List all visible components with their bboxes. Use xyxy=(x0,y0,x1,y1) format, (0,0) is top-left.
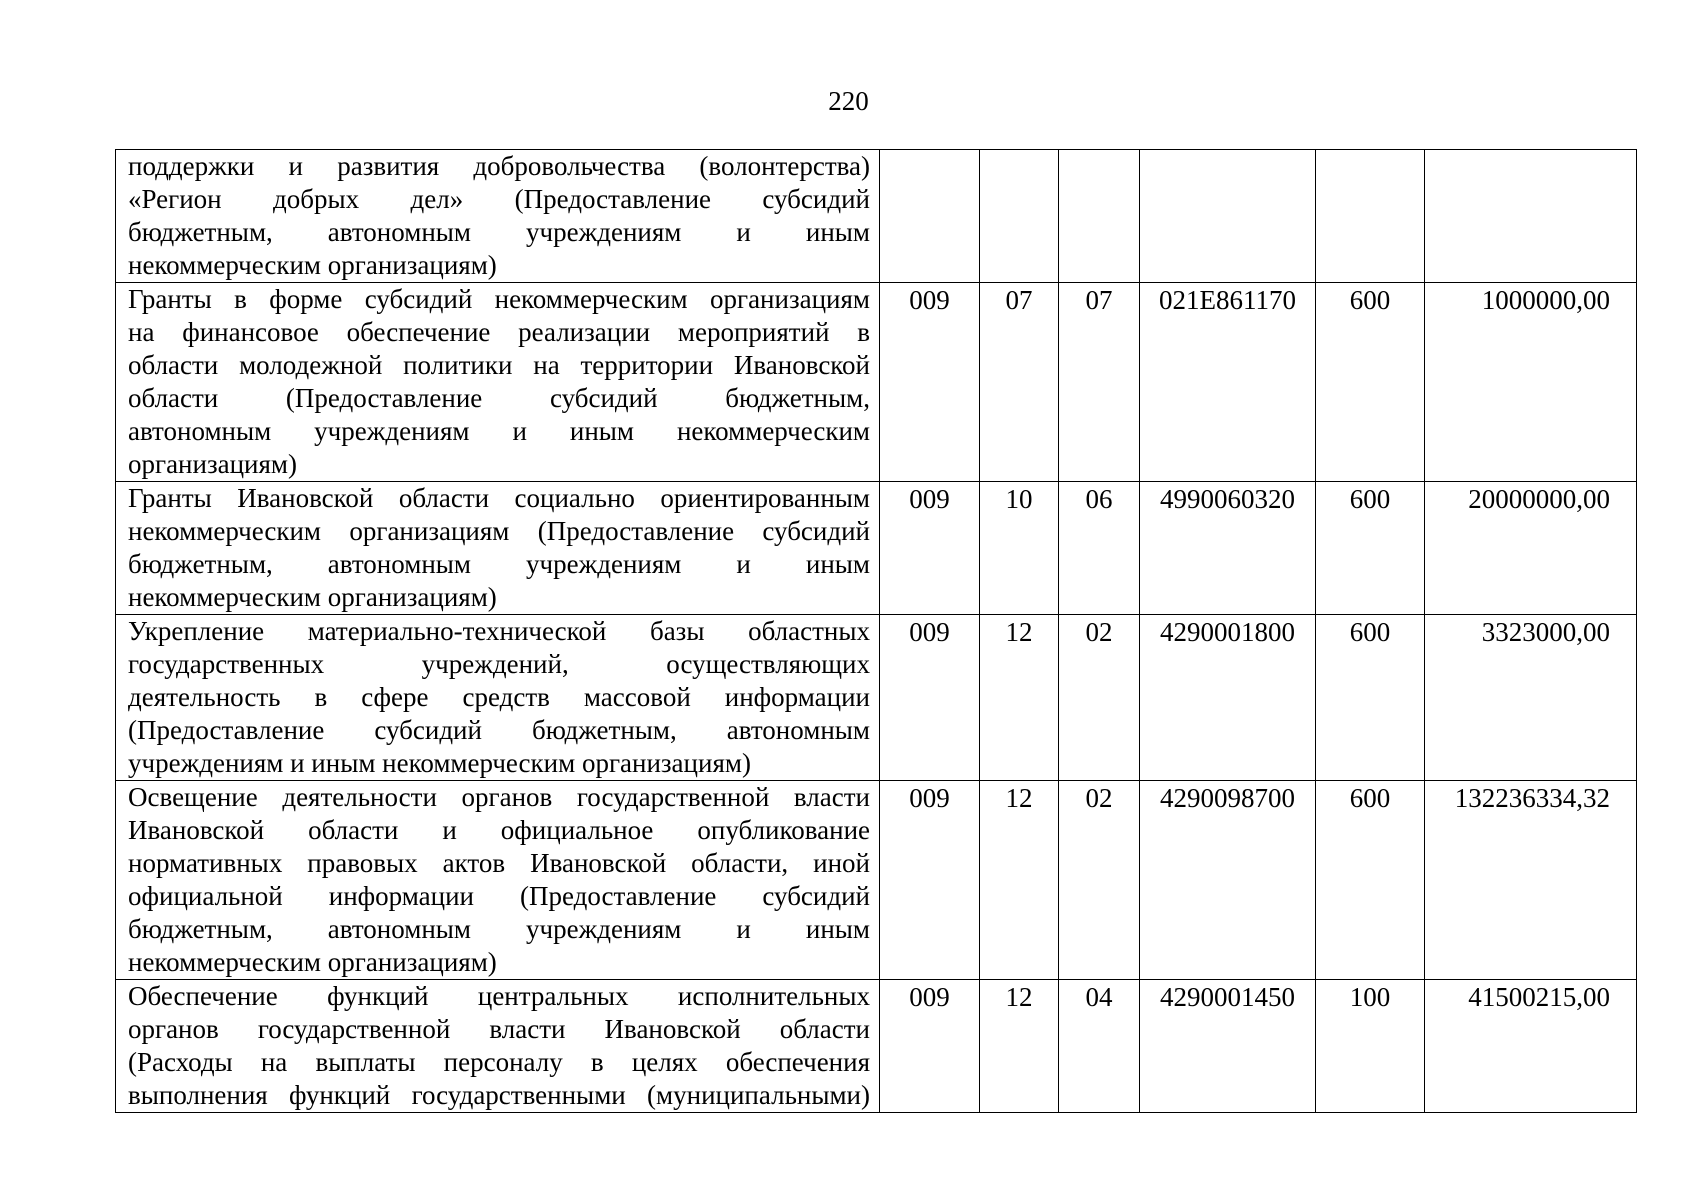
description-line: на финансовое обеспечение реализации мероприятий в xyxy=(128,317,870,347)
description-line: «Регион добрых дел» (Предоставление субсидий xyxy=(128,184,870,214)
section-code-cell: 12 xyxy=(980,781,1059,980)
subsection-code-cell: 02 xyxy=(1059,781,1140,980)
target-code-cell xyxy=(1140,150,1316,283)
row-description xyxy=(116,283,880,482)
description-line: бюджетным, автономным учреждениям и иным xyxy=(128,914,870,944)
admin-code-cell: 009 xyxy=(880,283,980,482)
description-line: органов государственной власти Ивановской области xyxy=(128,1014,870,1044)
description-line: Укрепление материально-технической базы областных xyxy=(128,616,870,646)
subsection-code-cell: 04 xyxy=(1059,980,1140,1113)
table-row xyxy=(116,482,1637,615)
description-line: учреждениям и иным некоммерческим организациям) xyxy=(128,748,751,778)
description-line: нормативных правовых актов Ивановской области, иной xyxy=(128,848,870,878)
target-code-cell: 4290001800 xyxy=(1140,615,1316,781)
section-code-cell: 07 xyxy=(980,283,1059,482)
description-line: государственных учреждений, осуществляющих xyxy=(128,649,870,679)
expense-type-cell: 600 xyxy=(1316,615,1425,781)
description-line: Обеспечение функций центральных исполнительных xyxy=(128,981,870,1011)
subsection-code-cell xyxy=(1059,150,1140,283)
table-row xyxy=(116,283,1637,482)
subsection-code-cell: 02 xyxy=(1059,615,1140,781)
expense-type-cell xyxy=(1316,150,1425,283)
description-line: деятельность в сфере средств массовой информации xyxy=(128,682,870,712)
table-row xyxy=(116,150,1637,283)
section-code-cell: 12 xyxy=(980,980,1059,1113)
section-code-cell: 10 xyxy=(980,482,1059,615)
amount-cell: 41500215,00 xyxy=(1425,980,1637,1113)
description-line: Гранты Ивановской области социально ориентированным xyxy=(128,483,870,513)
section-code-cell xyxy=(980,150,1059,283)
amount-cell: 132236334,32 xyxy=(1425,781,1637,980)
description-line: поддержки и развития добровольчества (волонтерства) xyxy=(128,151,870,181)
expense-type-cell: 600 xyxy=(1316,283,1425,482)
expense-type-cell: 100 xyxy=(1316,980,1425,1113)
target-code-cell: 4990060320 xyxy=(1140,482,1316,615)
description-line: Ивановской области и официальное опубликование xyxy=(128,815,870,845)
admin-code-cell: 009 xyxy=(880,482,980,615)
admin-code-cell: 009 xyxy=(880,980,980,1113)
description-line: бюджетным, автономным учреждениям и иным xyxy=(128,217,870,247)
row-description xyxy=(116,615,880,781)
amount-cell: 1000000,00 xyxy=(1425,283,1637,482)
description-line: некоммерческим организациям) xyxy=(128,582,497,612)
table-row xyxy=(116,980,1637,1113)
admin-code-cell: 009 xyxy=(880,615,980,781)
description-line: Гранты в форме субсидий некоммерческим организациям xyxy=(128,284,870,314)
description-line: бюджетным, автономным учреждениям и иным xyxy=(128,549,870,579)
page-number: 220 xyxy=(828,86,869,116)
amount-cell: 20000000,00 xyxy=(1425,482,1637,615)
description-line: автономным учреждениям и иным некоммерческим xyxy=(128,416,870,446)
amount-cell: 3323000,00 xyxy=(1425,615,1637,781)
description-line: области (Предоставление субсидий бюджетным, xyxy=(128,383,870,413)
table-row xyxy=(116,781,1637,980)
description-line: некоммерческим организациям) xyxy=(128,250,497,280)
target-code-cell: 4290001450 xyxy=(1140,980,1316,1113)
description-line: Освещение деятельности органов государственной власти xyxy=(128,782,870,812)
description-line: организациям) xyxy=(128,449,298,479)
expense-type-cell: 600 xyxy=(1316,482,1425,615)
description-line: официальной информации (Предоставление субсидий xyxy=(128,881,870,911)
row-description xyxy=(116,150,880,283)
description-line: области молодежной политики на территории Ивановской xyxy=(128,350,870,380)
table-row xyxy=(116,615,1637,781)
admin-code-cell xyxy=(880,150,980,283)
description-line: (Предоставление субсидий бюджетным, автономным xyxy=(128,715,870,745)
amount-cell xyxy=(1425,150,1637,283)
target-code-cell: 4290098700 xyxy=(1140,781,1316,980)
description-line: (Расходы на выплаты персоналу в целях обеспечения xyxy=(128,1047,870,1077)
subsection-code-cell: 07 xyxy=(1059,283,1140,482)
description-line: некоммерческим организациям) xyxy=(128,947,497,977)
row-description xyxy=(116,781,880,980)
description-line: выполнения функций государственными (муниципальными) xyxy=(128,1080,870,1110)
admin-code-cell: 009 xyxy=(880,781,980,980)
section-code-cell: 12 xyxy=(980,615,1059,781)
description-line: некоммерческим организациям (Предоставление субсидий xyxy=(128,516,870,546)
budget-table xyxy=(115,149,1637,1113)
subsection-code-cell: 06 xyxy=(1059,482,1140,615)
target-code-cell: 021E861170 xyxy=(1140,283,1316,482)
row-description xyxy=(116,482,880,615)
expense-type-cell: 600 xyxy=(1316,781,1425,980)
row-description xyxy=(116,980,880,1113)
